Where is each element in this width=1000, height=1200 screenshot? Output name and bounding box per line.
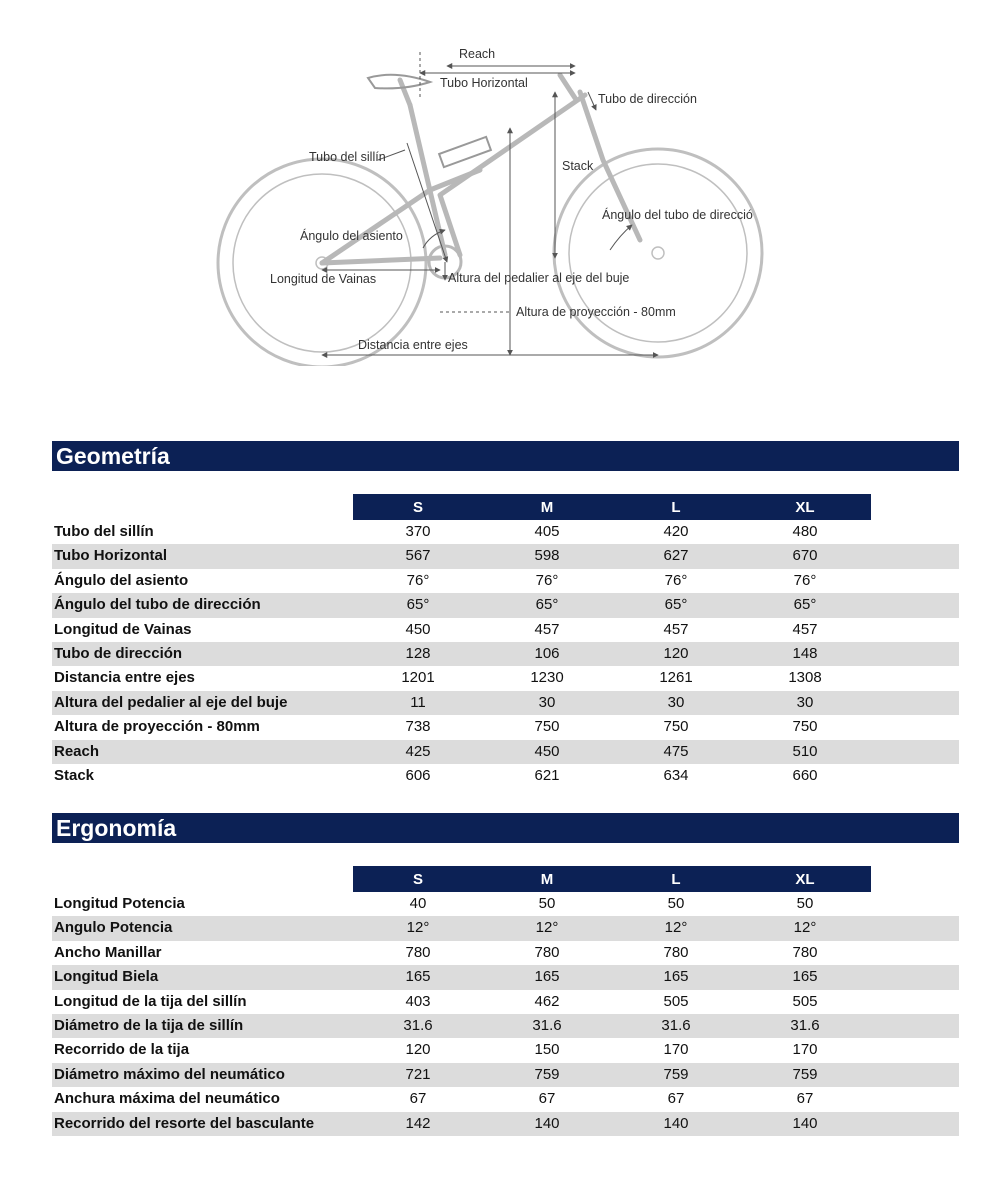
cell-value: 759 bbox=[663, 1065, 689, 1083]
geometria-size-header bbox=[52, 494, 959, 520]
ergonomia-section bbox=[52, 813, 959, 1136]
cell-value: 30 bbox=[538, 693, 556, 711]
table-row bbox=[52, 666, 959, 690]
row-label: Longitud Potencia bbox=[54, 895, 185, 912]
row-label: Anchura máxima del neumático bbox=[54, 1090, 280, 1108]
table-row bbox=[52, 892, 959, 916]
row-label: Stack bbox=[54, 766, 95, 784]
cell-value: 738 bbox=[405, 718, 431, 736]
label-tubo-sillin: Tubo del sillín bbox=[309, 150, 386, 164]
row-label: Recorrido de la tija bbox=[54, 1041, 190, 1059]
bike-frame bbox=[322, 75, 640, 278]
cell-value: 750 bbox=[534, 718, 560, 736]
table-row bbox=[52, 618, 959, 642]
cell-value: 30 bbox=[796, 693, 814, 711]
row-label: Recorrido del resorte del basculante bbox=[54, 1114, 315, 1132]
cell-value: 370 bbox=[405, 523, 431, 540]
cell-value: 30 bbox=[667, 693, 685, 711]
cell-value: 505 bbox=[663, 992, 689, 1010]
size-xl: XL bbox=[795, 499, 815, 516]
cell-value: 621 bbox=[534, 766, 560, 784]
table-row bbox=[52, 1087, 959, 1111]
cell-value: 12° bbox=[664, 919, 688, 937]
cell-value: 670 bbox=[792, 547, 818, 565]
geometria-title: Geometría bbox=[52, 441, 959, 471]
cell-value: 480 bbox=[792, 523, 818, 540]
table-row bbox=[52, 941, 959, 965]
ergonomia-title: Ergonomía bbox=[52, 813, 959, 843]
cell-value: 106 bbox=[534, 644, 560, 662]
cell-value: 140 bbox=[792, 1114, 818, 1132]
cell-value: 627 bbox=[663, 547, 689, 565]
cell-value: 165 bbox=[534, 968, 560, 986]
label-altura-pedalier: Altura del pedalier al eje del buje bbox=[448, 271, 630, 285]
cell-value: 12° bbox=[793, 919, 817, 937]
table-row bbox=[52, 544, 959, 568]
table-row bbox=[52, 593, 959, 617]
cell-value: 76° bbox=[793, 571, 817, 589]
row-label: Tubo de dirección bbox=[54, 644, 183, 662]
cell-value: 165 bbox=[792, 968, 818, 986]
label-angulo-asiento: Ángulo del asiento bbox=[300, 229, 403, 243]
cell-value: 140 bbox=[534, 1114, 560, 1132]
row-label: Angulo Potencia bbox=[54, 919, 173, 937]
size-l: L bbox=[671, 499, 681, 516]
row-label: Diámetro de la tija de sillín bbox=[54, 1016, 244, 1034]
table-row bbox=[52, 642, 959, 666]
cell-value: 759 bbox=[534, 1065, 560, 1083]
label-tubo-direccion: Tubo de dirección bbox=[598, 92, 697, 106]
cell-value: 67 bbox=[667, 1090, 685, 1108]
cell-value: 76° bbox=[664, 571, 688, 589]
cell-value: 12° bbox=[535, 919, 559, 937]
cell-value: 403 bbox=[405, 992, 431, 1010]
cell-value: 31.6 bbox=[661, 1016, 691, 1034]
row-label: Ángulo del tubo de dirección bbox=[54, 596, 261, 614]
cell-value: 128 bbox=[405, 644, 431, 662]
row-label: Longitud Biela bbox=[54, 968, 159, 986]
table-row bbox=[52, 1063, 959, 1087]
cell-value: 67 bbox=[409, 1090, 427, 1108]
cell-value: 425 bbox=[405, 742, 431, 760]
row-label: Longitud de la tija del sillín bbox=[54, 992, 247, 1010]
table-row bbox=[52, 715, 959, 739]
cell-value: 457 bbox=[792, 620, 818, 638]
bike-geometry-diagram bbox=[200, 36, 790, 366]
table-row bbox=[52, 1014, 959, 1038]
label-stack: Stack bbox=[562, 159, 594, 173]
table-row bbox=[52, 1112, 959, 1136]
label-longitud-vainas: Longitud de Vainas bbox=[270, 272, 377, 286]
cell-value: 148 bbox=[792, 644, 818, 662]
row-label: Altura de proyección - 80mm bbox=[54, 718, 260, 736]
cell-value: 567 bbox=[405, 547, 431, 565]
table-row bbox=[52, 764, 959, 788]
cell-value: 65° bbox=[406, 596, 430, 614]
size-m: M bbox=[540, 499, 554, 516]
cell-value: 50 bbox=[796, 895, 814, 912]
front-wheel bbox=[554, 149, 762, 357]
cell-value: 598 bbox=[534, 547, 560, 565]
cell-value: 462 bbox=[534, 992, 560, 1010]
table-row bbox=[52, 520, 959, 544]
row-label: Diámetro máximo del neumático bbox=[54, 1065, 285, 1083]
cell-value: 65° bbox=[664, 596, 688, 614]
cell-value: 450 bbox=[405, 620, 431, 638]
label-tubo-horizontal: Tubo Horizontal bbox=[440, 76, 528, 90]
geometria-section bbox=[52, 441, 959, 788]
row-label: Tubo del sillín bbox=[54, 523, 154, 540]
cell-value: 1201 bbox=[401, 669, 435, 687]
cell-value: 31.6 bbox=[790, 1016, 820, 1034]
cell-value: 606 bbox=[405, 766, 431, 784]
cell-value: 142 bbox=[405, 1114, 431, 1132]
size-m: M bbox=[540, 871, 554, 888]
cell-value: 31.6 bbox=[403, 1016, 433, 1034]
cell-value: 660 bbox=[792, 766, 818, 784]
row-label: Altura del pedalier al eje del buje bbox=[54, 693, 288, 711]
ergonomia-table bbox=[52, 892, 959, 1136]
cell-value: 150 bbox=[534, 1041, 560, 1059]
cell-value: 67 bbox=[538, 1090, 556, 1108]
label-distancia-ejes: Distancia entre ejes bbox=[358, 338, 468, 352]
cell-value: 40 bbox=[409, 895, 427, 912]
cell-value: 31.6 bbox=[532, 1016, 562, 1034]
table-row bbox=[52, 916, 959, 940]
row-label: Longitud de Vainas bbox=[54, 620, 192, 638]
cell-value: 457 bbox=[663, 620, 689, 638]
cell-value: 750 bbox=[792, 718, 818, 736]
cell-value: 65° bbox=[535, 596, 559, 614]
cell-value: 457 bbox=[534, 620, 560, 638]
cell-value: 76° bbox=[535, 571, 559, 589]
ergonomia-size-header bbox=[52, 866, 959, 892]
table-row bbox=[52, 691, 959, 715]
label-reach: Reach bbox=[459, 47, 496, 61]
table-row bbox=[52, 990, 959, 1014]
cell-value: 780 bbox=[663, 943, 689, 961]
size-s: S bbox=[412, 499, 423, 516]
cell-value: 510 bbox=[792, 742, 818, 760]
cell-value: 780 bbox=[534, 943, 560, 961]
cell-value: 780 bbox=[792, 943, 818, 961]
label-angulo-tubo-direccion: Ángulo del tubo de direcció bbox=[602, 208, 753, 222]
cell-value: 50 bbox=[667, 895, 685, 912]
geometria-table bbox=[52, 520, 959, 788]
cell-value: 11 bbox=[410, 693, 426, 711]
cell-value: 1230 bbox=[530, 669, 564, 687]
cell-value: 120 bbox=[663, 644, 689, 662]
cell-value: 1261 bbox=[659, 669, 693, 687]
table-row bbox=[52, 1038, 959, 1062]
cell-value: 475 bbox=[663, 742, 689, 760]
cell-value: 759 bbox=[792, 1065, 818, 1083]
size-l: L bbox=[671, 871, 681, 888]
cell-value: 76° bbox=[406, 571, 430, 589]
cell-value: 120 bbox=[405, 1041, 431, 1059]
row-label: Ángulo del asiento bbox=[54, 571, 189, 589]
table-row bbox=[52, 569, 959, 593]
cell-value: 67 bbox=[796, 1090, 814, 1108]
cell-value: 140 bbox=[663, 1114, 689, 1132]
cell-value: 505 bbox=[792, 992, 818, 1010]
cell-value: 634 bbox=[663, 766, 689, 784]
row-label: Reach bbox=[54, 742, 100, 760]
row-label: Ancho Manillar bbox=[54, 943, 162, 961]
cell-value: 1308 bbox=[788, 669, 822, 687]
row-label: Distancia entre ejes bbox=[54, 669, 195, 687]
cell-value: 780 bbox=[405, 943, 431, 961]
cell-value: 750 bbox=[663, 718, 689, 736]
cell-value: 721 bbox=[405, 1065, 431, 1083]
cell-value: 450 bbox=[534, 742, 560, 760]
cell-value: 405 bbox=[534, 523, 560, 540]
cell-value: 65° bbox=[793, 596, 817, 614]
cell-value: 50 bbox=[538, 895, 556, 912]
bike-illustration bbox=[200, 36, 790, 366]
cell-value: 165 bbox=[405, 968, 431, 986]
cell-value: 170 bbox=[792, 1041, 818, 1059]
cell-value: 165 bbox=[663, 968, 689, 986]
table-row bbox=[52, 740, 959, 764]
table-row bbox=[52, 965, 959, 989]
size-xl: XL bbox=[795, 871, 815, 888]
cell-value: 170 bbox=[663, 1041, 689, 1059]
label-altura-proyeccion: Altura de proyección - 80mm bbox=[516, 305, 676, 319]
row-label: Tubo Horizontal bbox=[54, 547, 168, 565]
size-s: S bbox=[412, 871, 423, 888]
cell-value: 420 bbox=[663, 523, 689, 540]
cell-value: 12° bbox=[406, 919, 430, 937]
